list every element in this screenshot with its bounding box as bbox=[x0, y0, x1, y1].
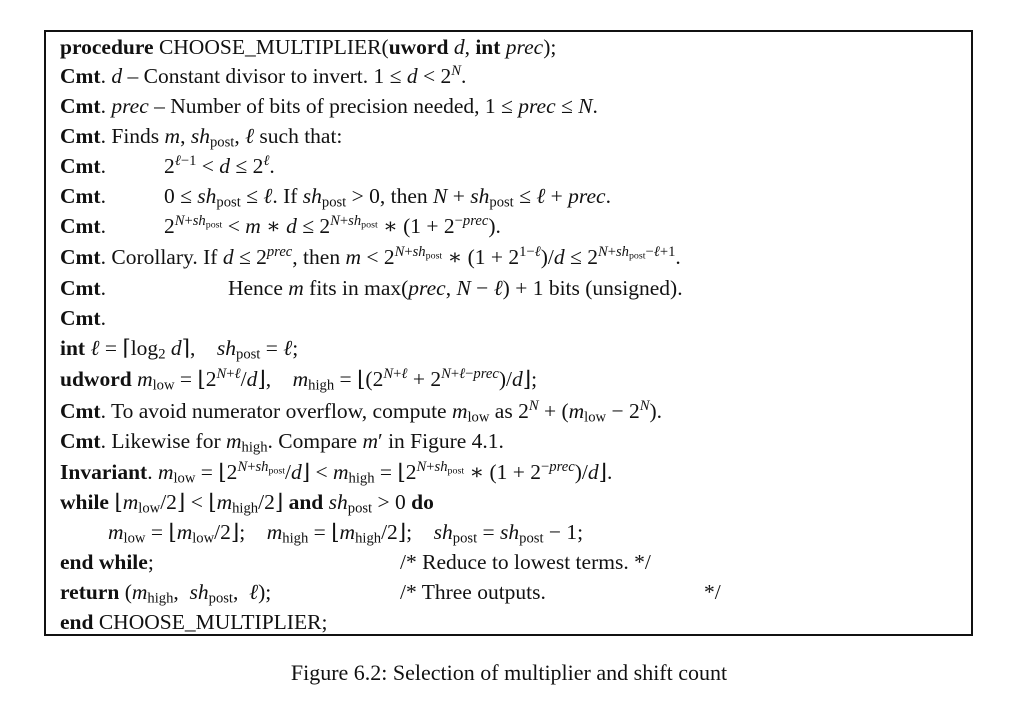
kw-and: and bbox=[288, 490, 324, 514]
kw-cmt: Cmt bbox=[60, 124, 101, 148]
comment-line: Cmt. Hence m fits in max(prec, N − ℓ) + 1 bits (unsigned). bbox=[60, 276, 683, 300]
kw-int: int bbox=[475, 35, 501, 59]
loop-body-line: $m_{low}$ = $⌊m_{low}/2⌋$; $m_{high}$ = $⌊m_{high}/2⌋$; $sh_{post} = sh_{post} - 1$; bbox=[108, 520, 584, 547]
end-while-line: end while; /* Reduce to lowest terms. */ bbox=[60, 550, 651, 574]
kw-cmt: Cmt bbox=[60, 184, 101, 208]
kw-invariant: Invariant bbox=[60, 460, 148, 484]
while-line: while $⌊m_{low}/2⌋$ < $⌊m_{high}/2⌋$ and $sh_{post} > 0$ do bbox=[60, 490, 434, 517]
comment-line: Cmt. d – Constant divisor to invert. $1 \le d < 2^N$. bbox=[60, 62, 467, 88]
kw-cmt: Cmt bbox=[60, 306, 101, 330]
comment-line: Cmt. prec – Number of bits of precision needed, 1 ≤ prec ≤ N. bbox=[60, 94, 598, 118]
figure-caption: Figure 6.2: Selection of multiplier and shift count bbox=[290, 660, 728, 685]
kw-do: do bbox=[411, 490, 434, 514]
invariant-line: Invariant. $m_{low}$ = $⌊2^{N+sh_{post}}/d⌋ < m_{high}$ = $⌊2^{N+sh_{post}}$ ∗ $(1 + 2^{-prec})/d⌋$. bbox=[60, 458, 613, 487]
algorithm-box bbox=[44, 30, 973, 636]
kw-end-while: end while bbox=[60, 550, 148, 574]
kw-end: end bbox=[60, 610, 94, 634]
comment-line: Cmt. Finds m, $sh_{post}$, ℓ such that: bbox=[60, 124, 343, 151]
procedure-end: end CHOOSE_MULTIPLIER; bbox=[60, 610, 328, 634]
kw-int: int bbox=[60, 336, 86, 360]
comment-line: Cmt. $2^{N+sh_{post}} < m$ ∗ $d \le 2^{N+sh_{post}}$ ∗ $(1 + 2^{-prec})$. bbox=[60, 212, 501, 238]
comment-outputs-end: */ bbox=[704, 580, 721, 604]
kw-cmt: Cmt bbox=[60, 94, 101, 118]
kw-cmt: Cmt bbox=[60, 276, 101, 300]
comment-line: Cmt. Likewise for $m_{high}$. Compare m′ in Figure 4.1. bbox=[60, 429, 504, 456]
comment-line: Cmt. To avoid numerator overflow, compute $m_{low}$ as $2^N + (m_{low} - 2^N)$. bbox=[60, 397, 663, 426]
kw-cmt: Cmt bbox=[60, 64, 101, 88]
kw-uword: uword bbox=[388, 35, 449, 59]
comment-line: Cmt. Corollary. If $d \le 2^{prec}$, then $m < 2^{N+sh_{post}}$ ∗ $(1 + 2^{1-\ell})/d \le 2^{N+sh_{post}-\ell+1}$. bbox=[60, 243, 681, 269]
comment-outputs: /* Three outputs. bbox=[400, 580, 546, 604]
return-line: return ($m_{high}$, $sh_{post}$, ℓ); /* Three outputs. */ bbox=[60, 580, 721, 607]
procedure-header: procedure CHOOSE_MULTIPLIER(uword d, int prec); bbox=[60, 35, 557, 59]
procedure-name: CHOOSE_MULTIPLIER bbox=[158, 35, 382, 59]
kw-cmt: Cmt bbox=[60, 399, 101, 423]
comment-line: Cmt. $2^{\ell-1} < d \le 2^\ell$. bbox=[60, 152, 275, 178]
comment-line: Cmt. $0 \le sh_{post}$ ≤ ℓ. If $sh_{post} > 0$, then $N + sh_{post}$ ≤ ℓ + prec. bbox=[60, 184, 611, 211]
kw-while: while bbox=[60, 490, 109, 514]
comment-reduce: /* Reduce to lowest terms. */ bbox=[400, 550, 651, 574]
kw-cmt: Cmt bbox=[60, 214, 101, 238]
procedure-name: CHOOSE_MULTIPLIER bbox=[98, 610, 322, 634]
comment-line: Cmt. bbox=[60, 306, 106, 330]
kw-cmt: Cmt bbox=[60, 154, 101, 178]
kw-procedure: procedure bbox=[60, 35, 154, 59]
kw-cmt: Cmt bbox=[60, 429, 101, 453]
code-line: int ℓ = $⌈\log_2$ d⌉, $sh_{post}$ = ℓ; bbox=[60, 336, 299, 363]
kw-return: return bbox=[60, 580, 120, 604]
kw-cmt: Cmt bbox=[60, 245, 101, 269]
code-line: udword $m_{low}$ = $⌊2^{N+\ell}/d⌋$, $m_{high}$ = $⌊(2^{N+\ell}$ + $2^{N+\ell-prec})/d⌋$; bbox=[60, 365, 538, 394]
kw-udword: udword bbox=[60, 367, 132, 391]
